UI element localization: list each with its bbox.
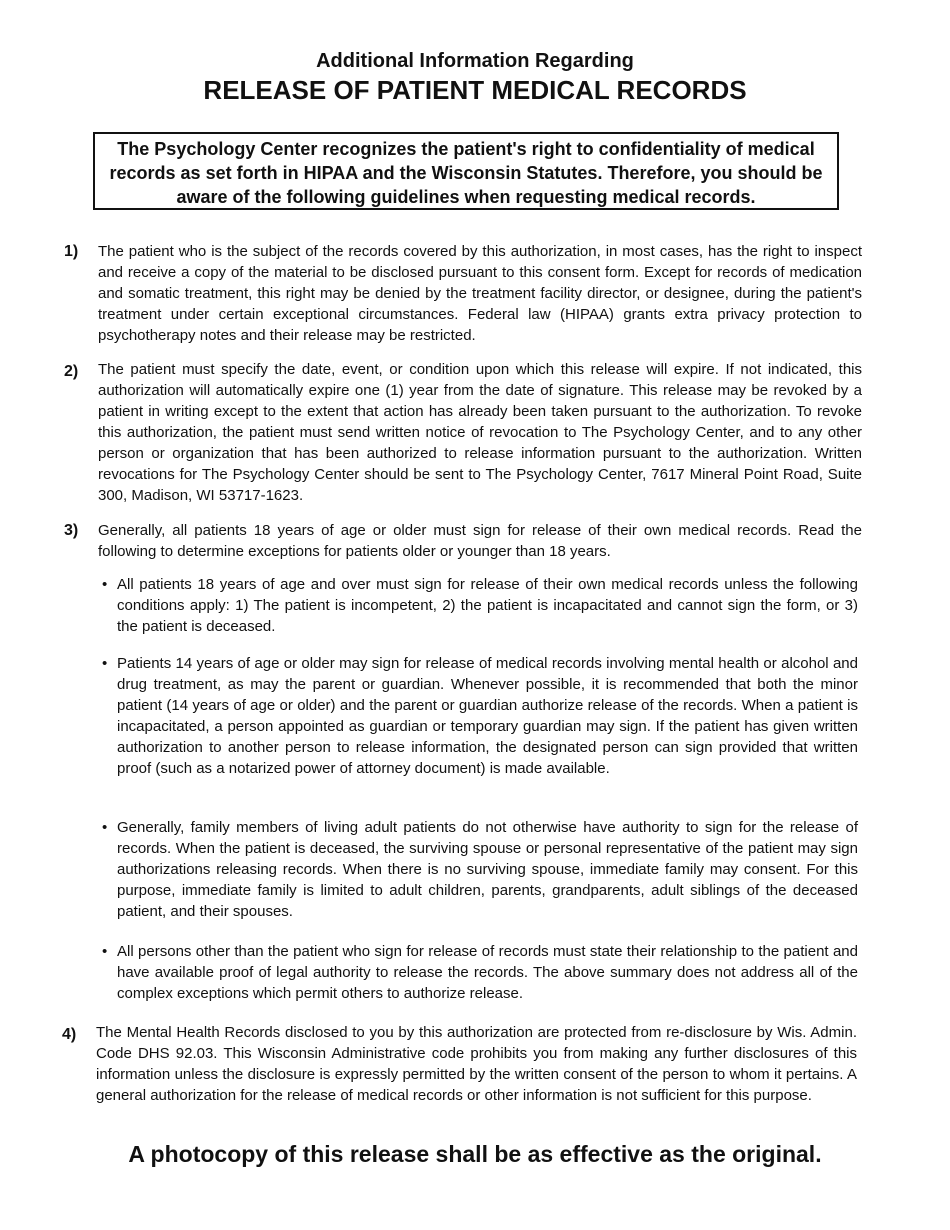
list-item-text: The patient must specify the date, event, or condition upon which this release will expire. If not indicated, this authorization will automatically expire one (1) year from the date of signature. This release may be revoked by a patient in writing except to the extent that action has already been taken pursuant to the authorization. To revoke this authorization, the patient must send written notice of revocation to The Psychology Center, and to any other person or organization that has been authorized to release information pursuant to the authorization. Written revocations for The Psychology Center should be sent to The Psychology Center, 7617 Mineral Point Road, Suite 300, Madison, WI 53717-1623. (98, 361, 862, 504)
list-item-number: 1) (64, 243, 79, 260)
bullet-text: All patients 18 years of age and over must sign for release of their own medical records unless the following conditions apply: 1) The patient is incompetent, 2) the patient is incapacitated and cannot sign the form, or 3) the patient is deceased. (117, 576, 858, 635)
bullet-text: Patients 14 years of age or older may sign for release of medical records involving mental health or alcohol and drug treatment, as may the parent or guardian. Whenever possible, it is recommended that both the minor patient (14 years of age or older) and the parent or guardian authorize release of the records. When a patient is incapacitated, a person appointed as guardian or temporary guardian may sign. If the patient has given written authorization to another person to release information, the designated person can sign provided that written proof (such as a notarized power of attorney document) is made available. (117, 655, 858, 777)
confidentiality-notice-text: The Psychology Center recognizes the patient's right to confidentiality of medical records as set forth in HIPAA and the Wisconsin Statutes. Therefore, you should be aware of the following guidelines when requesting medical records. (109, 139, 823, 207)
bullet-icon: • (102, 819, 108, 836)
bullet-text: All persons other than the patient who sign for release of records must state their relationship to the patient and have available proof of legal authority to release the records. The above summary does not address all of the complex exceptions which permit others to authorize release. (117, 943, 858, 1002)
confidentiality-notice-box (93, 132, 839, 210)
document-title: RELEASE OF PATIENT MEDICAL RECORDS (203, 75, 747, 105)
document-subtitle: Additional Information Regarding (316, 50, 634, 72)
list-item-text: Generally, all patients 18 years of age or older must sign for release of their own medical records. Read the following to determine exceptions for patients older or younger than 18 years. (98, 522, 862, 560)
list-item-text: The patient who is the subject of the records covered by this authorization, in most cases, has the right to inspect and receive a copy of the material to be disclosed pursuant to this consent form. Except for records of medication and somatic treatment, this right may be denied by the treatment facility director, or designee, during the patient's treatment under certain exceptional circumstances. Federal law (HIPAA) grants extra privacy protection to psychotherapy notes and their release may be restricted. (98, 243, 862, 344)
photocopy-statement: A photocopy of this release shall be as effective as the original. (128, 1141, 822, 1167)
list-item-number: 4) (62, 1026, 77, 1043)
bullet-text: Generally, family members of living adult patients do not otherwise have authority to sign for the release of records. When the patient is deceased, the surviving spouse or personal representative of the patient may sign authorizations releasing records. When there is no surviving spouse, immediate family may consent. For this purpose, immediate family is limited to adult children, parents, grandparents, adult siblings of the deceased patient, and their spouses. (117, 819, 858, 920)
list-item-number: 2) (64, 363, 79, 380)
list-item-number: 3) (64, 522, 79, 539)
bullet-icon: • (102, 576, 108, 593)
bullet-icon: • (102, 655, 108, 672)
list-item-text: The Mental Health Records disclosed to you by this authorization are protected from re-disclosure by Wis. Admin. Code DHS 92.03. This Wisconsin Administrative code prohibits you from making any further disclosures of this information unless the disclosure is expressly permitted by the written consent of the person to whom it pertains. A general authorization for the release of medical records or other information is not sufficient for this purpose. (96, 1024, 857, 1104)
bullet-icon: • (102, 943, 108, 960)
